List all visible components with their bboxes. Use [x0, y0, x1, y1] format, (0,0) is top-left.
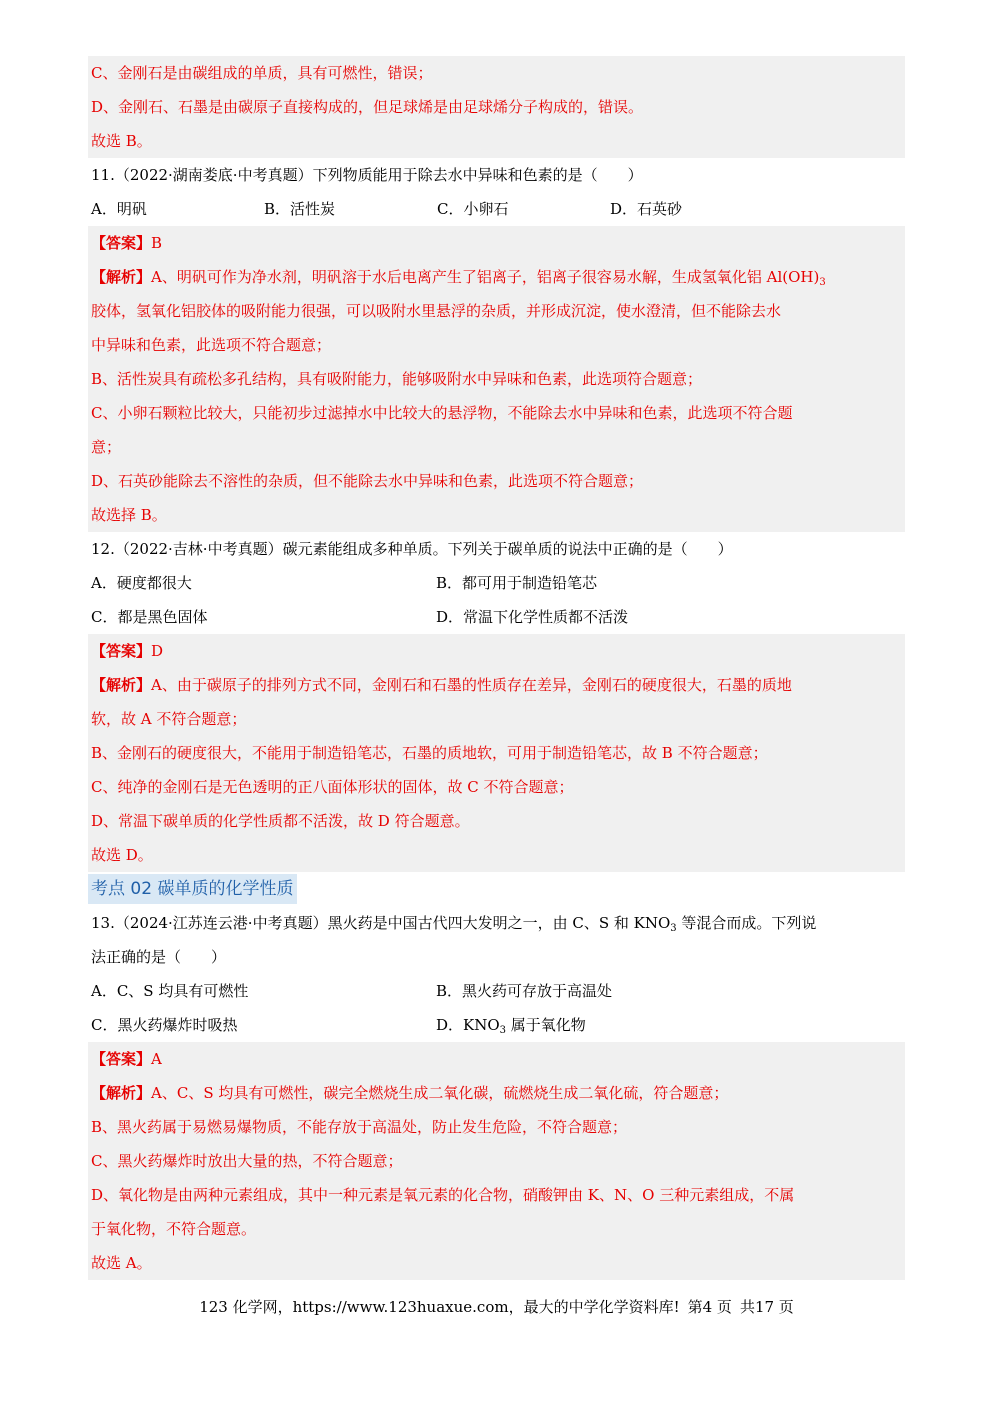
analysis-line: C、纯净的金刚石是无色透明的正八面体形状的固体，故 C 不符合题意； [91, 778, 574, 796]
option-d-text: D．KNO [436, 1016, 500, 1034]
answer-tag: 【答案】 [91, 1050, 152, 1068]
option-c: C．黑火药爆炸时吸热 [91, 1016, 238, 1034]
question-options [88, 566, 905, 600]
option-d: D．石英砂 [610, 200, 683, 218]
analysis-line: 故选 D。 [91, 846, 153, 864]
prev-answer-line: C、金刚石是由碳组成的单质，具有可燃性，错误； [91, 64, 433, 82]
analysis-tag: 【解析】 [91, 1084, 152, 1102]
answer-line [88, 1042, 905, 1076]
stem-text: 等混合而成。下列说 [676, 914, 817, 932]
option-d [436, 1008, 781, 1042]
subscript: 3 [819, 277, 826, 288]
answer-tag: 【答案】 [91, 234, 152, 252]
answer-line [88, 634, 905, 668]
question-13 [88, 906, 905, 1280]
option-b: B．都可用于制造铅笔芯 [436, 574, 598, 592]
question-options [88, 1008, 905, 1042]
question-12 [88, 532, 905, 872]
answer-tag: 【答案】 [91, 642, 152, 660]
analysis-line: 意； [91, 438, 122, 456]
analysis-text: A、明矾可作为净水剂，明矾溶于水后电离产生了铝离子，铝离子很容易水解，生成氢氧化铝 Al(OH) [151, 268, 820, 286]
question-stem [88, 906, 905, 940]
answer-line [88, 226, 905, 260]
prev-answer-line: 故选 B。 [91, 132, 152, 150]
option-b: B．黑火药可存放于高温处 [436, 982, 613, 1000]
analysis-line: 胶体，氢氧化铝胶体的吸附能力很强，可以吸附水里悬浮的杂质，并形成沉淀，使水澄清，但不能除去水 [91, 302, 782, 320]
analysis-line: 于氧化物，不符合题意。 [91, 1220, 257, 1238]
footer-site: 123 化学网，https://www.123huaxue.com，最大的中学化学资料库! [199, 1298, 680, 1316]
footer-page-number: 第4 页 [687, 1298, 732, 1316]
analysis-line: D、氧化物是由两种元素组成，其中一种元素是氧元素的化合物，硝酸钾由 K、N、O 三种元素组成，不属 [91, 1186, 795, 1204]
answer-value: D [151, 642, 164, 660]
option-d: D．常温下化学性质都不活泼 [436, 608, 629, 626]
analysis-line: B、黑火药属于易燃易爆物质，不能存放于高温处，防止发生危险，不符合题意； [91, 1118, 628, 1136]
prev-answer-line: D、金刚石、石墨是由碳原子直接构成的，但足球烯是由足球烯分子构成的，错误。 [91, 98, 644, 116]
question-stem: 法正确的是（ ） [91, 948, 227, 966]
analysis-line [88, 260, 905, 294]
prev-answer-box [88, 56, 905, 158]
analysis-tag: 【解析】 [91, 676, 152, 694]
footer-total-pages: 共17 页 [739, 1298, 794, 1316]
analysis-text: A、由于碳原子的排列方式不同，金刚石和石墨的性质存在差异，金刚石的硬度很大，石墨的质地 [151, 676, 792, 694]
document-page [88, 56, 905, 1280]
analysis-line: D、常温下碳单质的化学性质都不活泼，故 D 符合题意。 [91, 812, 470, 830]
analysis-line [88, 1076, 905, 1110]
subscript: 3 [499, 1025, 507, 1036]
option-c: C．都是黑色固体 [91, 608, 208, 626]
analysis-line: D、石英砂能除去不溶性的杂质，但不能除去水中异味和色素，此选项不符合题意； [91, 472, 644, 490]
answer-value: B [151, 234, 163, 252]
question-options [88, 600, 905, 634]
question-stem: 12.（2022·吉林·中考真题）碳元素能组成多种单质。下列关于碳单质的说法中正确的是（ ） [91, 540, 733, 558]
option-d-text: 属于氧化物 [506, 1016, 586, 1034]
option-a: A．C、S 均具有可燃性 [91, 982, 249, 1000]
answer-box [88, 634, 905, 872]
question-11 [88, 158, 905, 532]
analysis-line: 故选 A。 [91, 1254, 152, 1272]
answer-box [88, 1042, 905, 1280]
option-b: B．活性炭 [264, 200, 336, 218]
question-options [88, 974, 905, 1008]
analysis-line: 故选择 B。 [91, 506, 167, 524]
question-options [88, 192, 905, 226]
analysis-line: B、金刚石的硬度很大，不能用于制造铅笔芯，石墨的质地软，可用于制造铅笔芯，故 B 不符合题意； [91, 744, 768, 762]
stem-text: 13.（2024·江苏连云港·中考真题）黑火药是中国古代四大发明之一，由 C、S 和 KNO [91, 914, 671, 932]
analysis-line [88, 668, 905, 702]
analysis-line: B、活性炭具有疏松多孔结构，具有吸附能力，能够吸附水中异味和色素，此选项符合题意； [91, 370, 703, 388]
analysis-text: A、C、S 均具有可燃性，碳完全燃烧生成二氧化碳，硫燃烧生成二氧化硫，符合题意； [151, 1084, 729, 1102]
analysis-line: 软，故 A 不符合题意； [91, 710, 247, 728]
section-heading: 考点 02 碳单质的化学性质 [88, 874, 297, 904]
analysis-line: C、小卵石颗粒比较大，只能初步过滤掉水中比较大的悬浮物，不能除去水中异味和色素，此选项不符合题 [91, 404, 793, 422]
option-c: C．小卵石 [437, 200, 509, 218]
option-a: A．明矾 [91, 200, 147, 218]
answer-value: A [151, 1050, 162, 1068]
analysis-line: 中异味和色素，此选项不符合题意； [91, 336, 332, 354]
option-a: A．硬度都很大 [91, 574, 192, 592]
section-heading-wrap [88, 874, 905, 904]
analysis-tag: 【解析】 [91, 268, 152, 286]
answer-box [88, 226, 905, 532]
analysis-line: C、黑火药爆炸时放出大量的热，不符合题意； [91, 1152, 403, 1170]
page-footer [0, 1296, 993, 1317]
question-stem: 11.（2022·湖南娄底·中考真题）下列物质能用于除去水中异味和色素的是（ ） [91, 166, 643, 184]
subscript: 3 [670, 923, 677, 934]
